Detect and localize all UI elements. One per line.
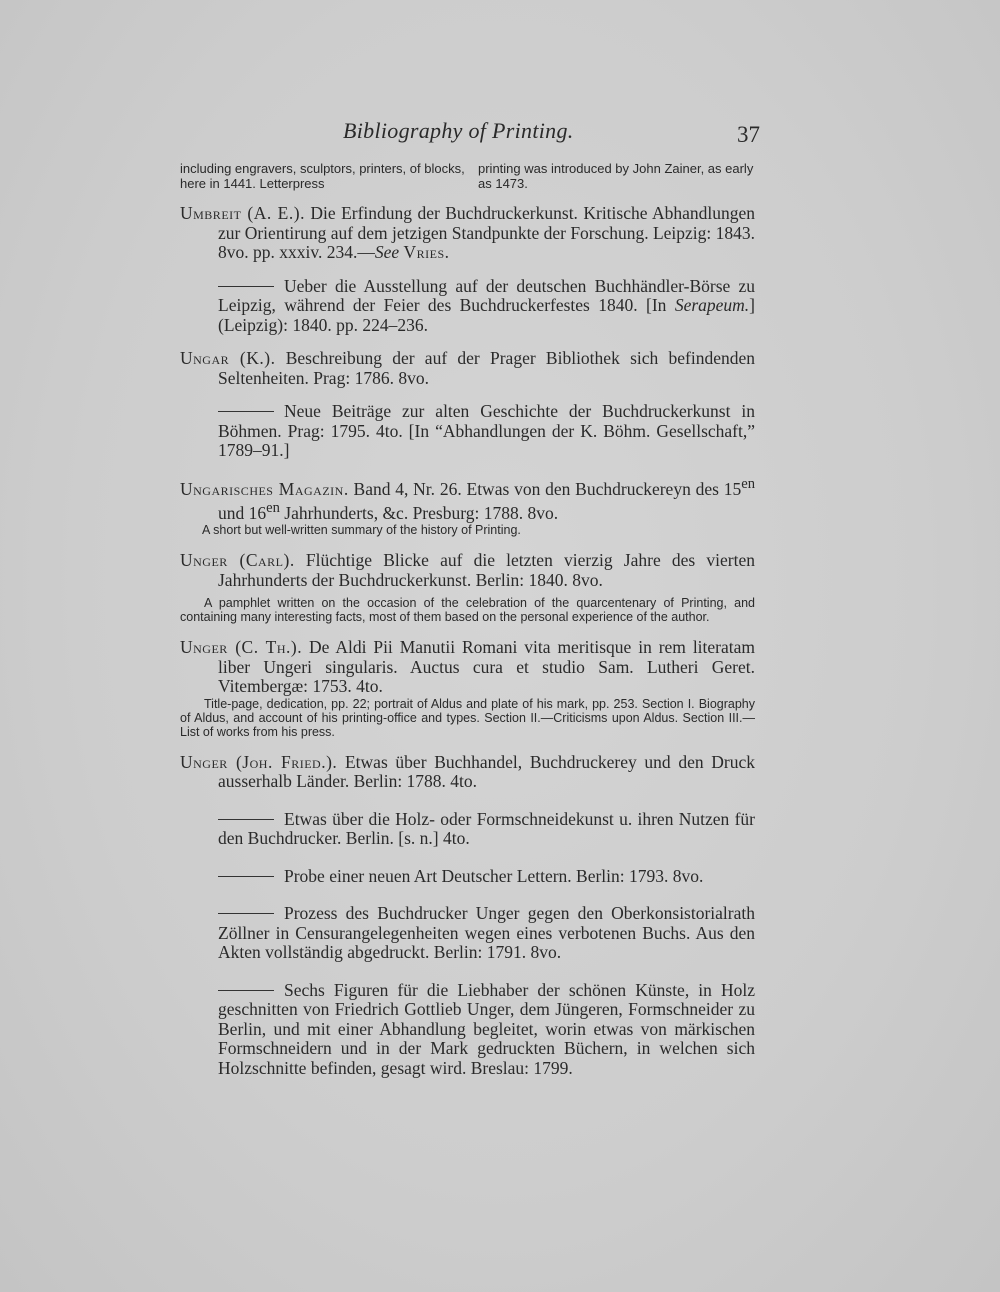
entry-text: Etwas über Buchhandel, Buchdruckerey und den Druck ausserhalb Länder. Berlin: 1788. 4to. (218, 751, 755, 792)
entry-text: Prozess des Buchdrucker Unger gegen den Oberkonsistorialrath Zöllner in Censurangelegenheiten wegen eines verbotenen Buchs. Aus den Akten vollständig abgedruckt. Berlin: 1791. 8vo. (218, 903, 755, 963)
page-header (178, 118, 760, 154)
entry-heading: Ungar (K.). (180, 348, 276, 368)
ditto-rule (218, 913, 274, 914)
entry-unger-c-th (180, 638, 755, 697)
entry-ungarisches-magazin (180, 475, 755, 524)
ditto-rule (218, 411, 274, 412)
entry-ungar-neue (180, 402, 755, 461)
entry-text-tail: ] (Leipzig): 1840. pp. 224–236. (218, 295, 755, 335)
ditto-rule (218, 990, 274, 991)
entry-unger-etwas-holz (180, 810, 755, 849)
entry-heading: Unger (Joh. Fried.). (180, 751, 338, 772)
see-also-label: See (374, 242, 400, 262)
continuation-note (180, 161, 755, 195)
continuation-left-column: including engravers, sculptors, printers, of blocks, here in 1441. Letterpress (180, 161, 465, 191)
entry-italic-title: Serapeum. (674, 295, 750, 315)
entry-text: Probe einer neuen Art Deutscher Lettern. Berlin: 1793. 8vo. (284, 865, 704, 886)
entry-text-tail: Jahrhunderts, &c. Presburg: 1788. 8vo. (279, 502, 559, 523)
running-title: Bibliography of Printing. (343, 118, 574, 143)
entry-heading: Ungarisches Magazin. (180, 478, 349, 499)
entry-text: Etwas über die Holz- oder Formschneidekunst u. ihren Nutzen für den Buchdrucker. Berlin. [s. n.] 4to. (218, 808, 755, 849)
entry-umbreit-ueber (180, 277, 755, 336)
entry-heading: Unger (C. Th.). (180, 637, 303, 658)
entry-heading: Unger (Carl). (180, 550, 295, 571)
ditto-rule (218, 286, 274, 287)
entry-unger-joh-fried (180, 753, 755, 792)
entry-text: Sechs Figuren für die Liebhaber der schönen Künste, in Holz geschnitten von Friedrich Gottlieb Unger, dem Jüngeren, Formschneider zu Berlin, und mit einer Abhandlung begleitet, worin etwas von märkischen Formschneidern und in der Mark gedruckten Büchern, in welchen sich Holzschnitte befinden, gesagt wird. Breslau: 1799. (218, 979, 755, 1078)
entry-annotation: Title-page, dedication, pp. 22; portrait of Aldus and plate of his mark, pp. 253. Section I. Biography of Aldus, and account of his printing-office and types. Section II.—Criticisms upon Aldus. Section III.—List of works from his press. (180, 696, 755, 739)
ditto-rule (218, 876, 274, 877)
entry-heading: Umbreit (A. E.). (180, 203, 305, 223)
entry-annotation: A short but well-written summary of the history of Printing. (202, 523, 521, 538)
entry-text: Band 4, Nr. 26. Etwas von den Buchdruckereyn des 15 (353, 478, 742, 499)
entry-text: De Aldi Pii Manutii Romani vita meritisque in rem literatam liber Ungeri singularis. Auctus cura et studio Sam. Lutheri Geret. Vitembergæ: 1753. 4to. (218, 637, 756, 697)
entry-text: Beschreibung der auf der Prager Bibliothek sich befindenden Seltenheiten. Prag: 1786. 8vo. (218, 348, 756, 388)
entry-text: Neue Beiträge zur alten Geschichte der Buchdruckerkunst in Böhmen. Prag: 1795. 4to. [In “Abhandlungen der K. Böhm. Gesellschaft,” 1789–91.] (218, 401, 755, 460)
entry-text: Ueber die Ausstellung auf der deutschen Buchhändler-Börse zu Leipzig, während der Feier des Buchdruckerfestes 1840. [In (218, 275, 755, 315)
page-number: 37 (737, 122, 760, 147)
entry-text: Die Erfindung der Buchdruckerkunst. Kritische Abhandlungen zur Orientirung auf dem jetzigen Standpunkte der Forschung. Leipzig: 1843. 8vo. pp. xxxiv. 234.— (218, 203, 756, 262)
entry-annotation: A pamphlet written on the occasion of the celebration of the quarcentenary of Printing, and containing many interesting facts, most of them based on the personal experience of the author. (180, 596, 755, 625)
entry-unger-carl (180, 551, 755, 590)
superscript: en (741, 475, 756, 492)
entry-unger-probe (180, 867, 755, 887)
entry-ungar (180, 349, 755, 388)
entry-text-mid: und 16 (218, 502, 267, 523)
entry-text: Flüchtige Blicke auf die letzten vierzig Jahre des vierten Jahrhunderts der Buchdruckerkunst. Berlin: 1840. 8vo. (218, 550, 756, 590)
superscript: en (266, 499, 280, 516)
ditto-rule (218, 819, 274, 820)
entry-unger-sechs-figuren (180, 981, 755, 1079)
entry-umbreit (180, 204, 755, 263)
see-also-reference: Vries. (403, 242, 450, 262)
continuation-right-column: printing was introduced by John Zainer, as early as 1473. (478, 161, 754, 191)
page-body (180, 161, 755, 1078)
entry-unger-prozess (180, 904, 755, 963)
